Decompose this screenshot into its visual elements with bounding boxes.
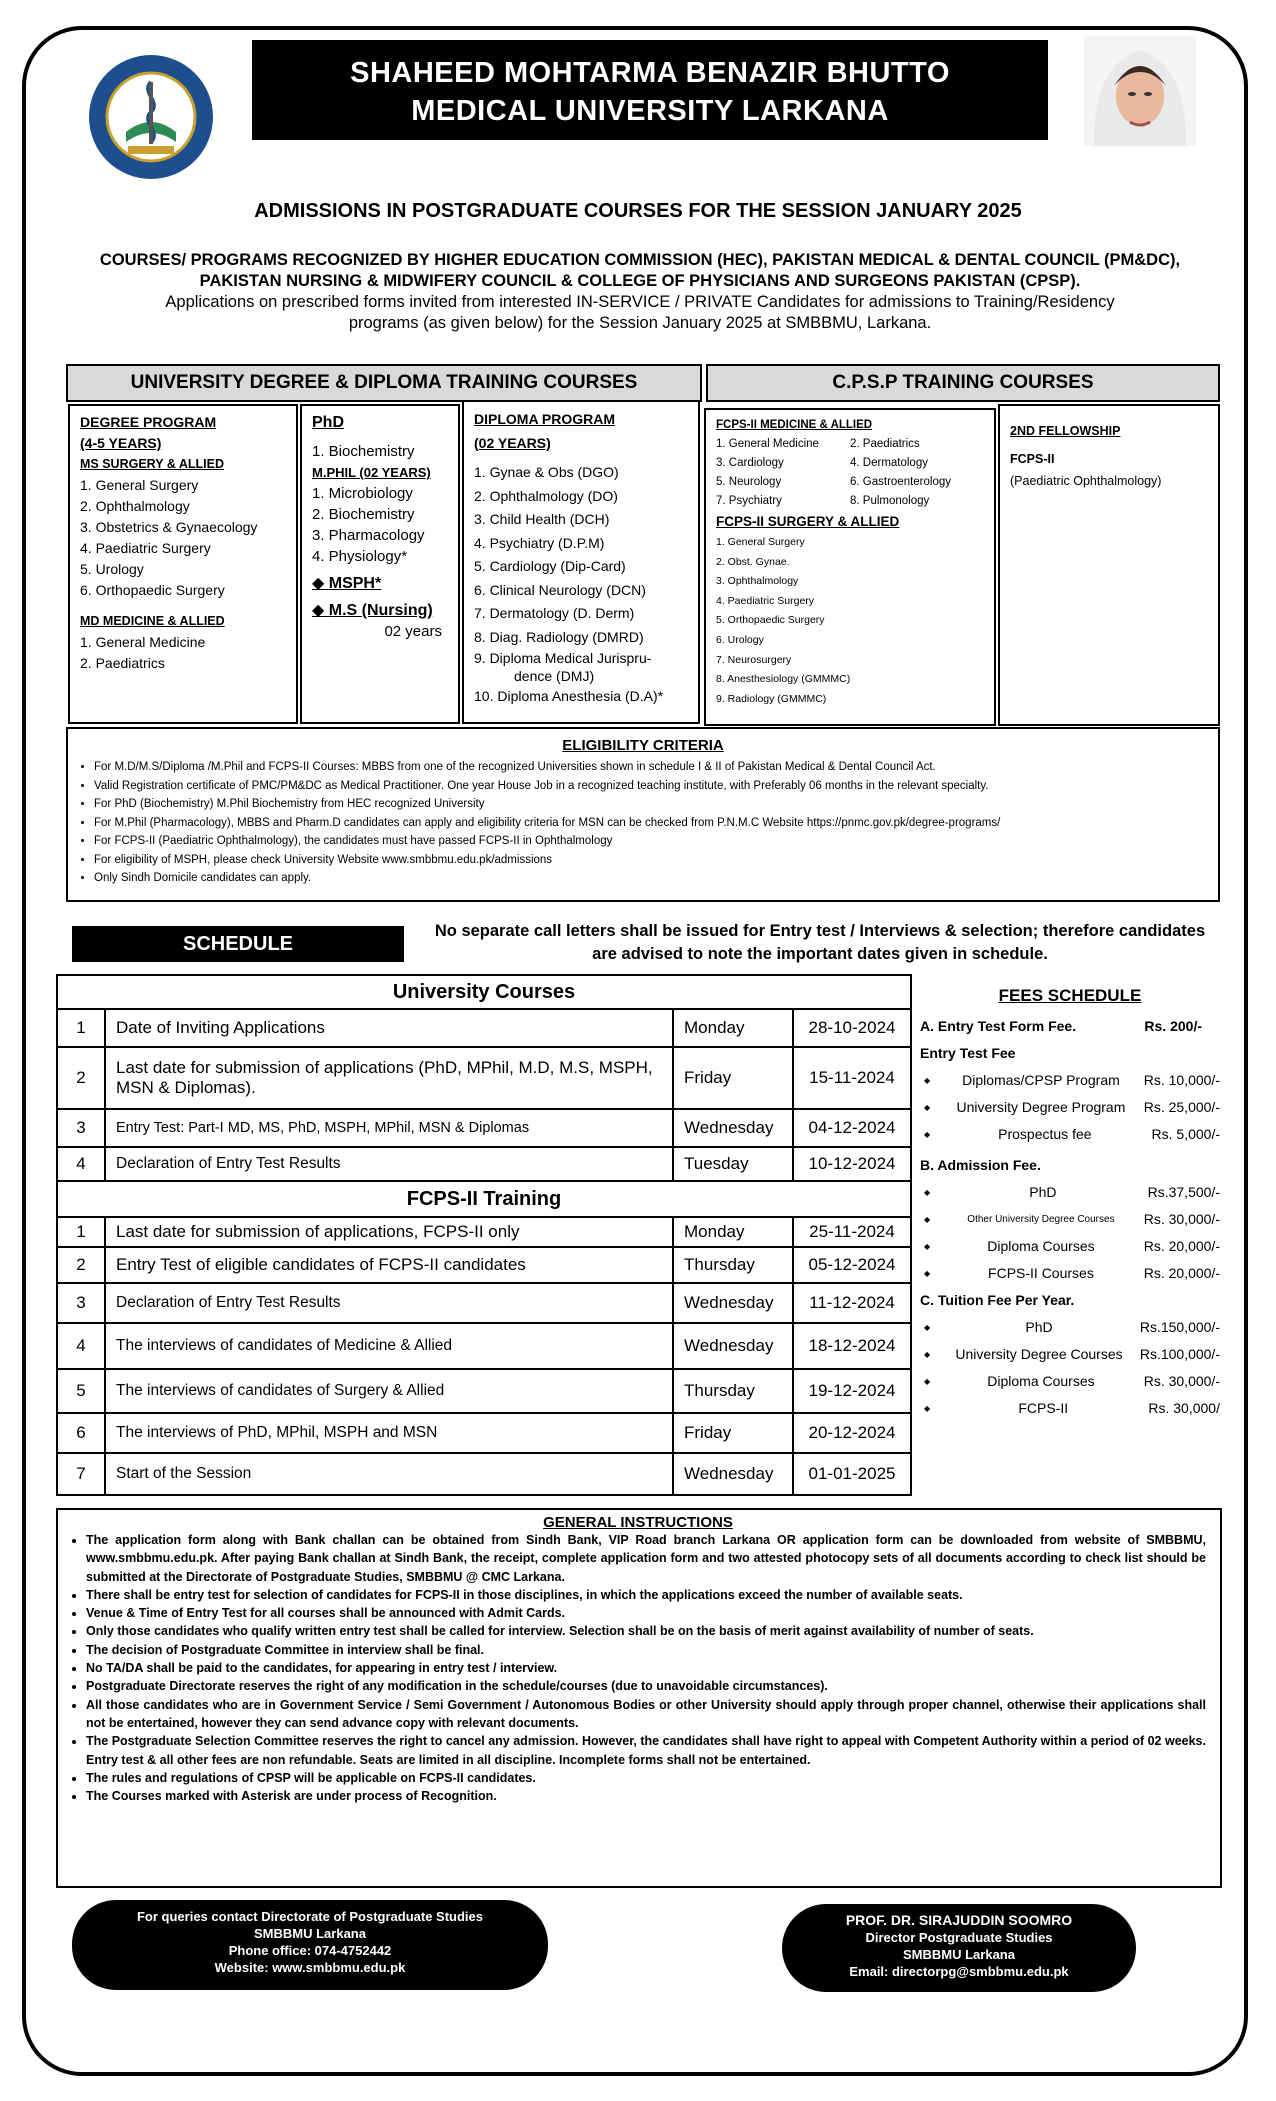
phd-box: PhD 1. Biochemistry M.PHIL (02 YEARS) 1. Microbiology 2. Biochemistry 3. Pharmacology 4. Physiology* ◆ MSPH* ◆ M.S (Nursing) 02 years xyxy=(300,404,460,724)
row-date: 11-12-2024 xyxy=(793,1283,911,1323)
row-day: Wednesday xyxy=(673,1323,793,1369)
list-item: • For M.Phil (Pharmacology), MBBS and Pharm.D candidates can apply and eligibility criteria for MSN can be checked from P.N.M.C Website https://pnmc.gov.pk/degree-programs/ xyxy=(94,814,1208,833)
list-item: 4. Paediatric Surgery xyxy=(716,594,815,607)
list-item: • For PhD (Biochemistry) M.Phil Biochemistry from HEC recognized University xyxy=(94,795,1208,814)
list-item: 6. Orthopaedic Surgery xyxy=(80,582,225,598)
list-item: 3. Child Health (DCH) xyxy=(474,511,610,527)
list-item: • The application form along with Bank challan can be obtained from Sindh Bank, VIP Road branch Larkana OR application form can be downloaded from website of SMBBMU, www.smbbmu.edu.pk. After paying Bank challan at Sindh Bank, the receipt, complete application form and two attested photocopy sets of all documents according to check list should be submitted at the Directorate of Postgraduate Studies, SMBBMU @ CMC Larkana. xyxy=(86,1531,1206,1586)
row-date: 25-11-2024 xyxy=(793,1217,911,1247)
list-item: 1. Microbiology xyxy=(312,485,413,502)
fee-value: Rs. 30,000/ xyxy=(1148,1400,1220,1416)
list-item: 5. Orthopaedic Surgery xyxy=(716,614,825,627)
list-item: 8. Anesthesiology (GMMMC) xyxy=(716,673,851,686)
intro xyxy=(90,250,1190,334)
page-title: ADMISSIONS IN POSTGRADUATE COURSES FOR THE SESSION JANUARY 2025 xyxy=(254,200,1022,222)
list-item: 4. Paediatric Surgery xyxy=(80,540,211,556)
row-event: Declaration of Entry Test Results xyxy=(105,1283,673,1323)
row-date: 18-12-2024 xyxy=(793,1323,911,1369)
contact-line: SMBBMU Larkana xyxy=(254,1926,366,1941)
eligibility-box xyxy=(66,727,1220,902)
schedule-label: SCHEDULE xyxy=(72,926,404,962)
fee-value: Rs. 30,000/- xyxy=(1143,1211,1220,1227)
table-row xyxy=(57,1247,911,1283)
fee-value: Rs. 25,000/- xyxy=(1143,1099,1220,1115)
tuition-fee-head: C. Tuition Fee Per Year. xyxy=(920,1292,1075,1308)
row-number: 3 xyxy=(57,1109,105,1147)
table-row xyxy=(57,1453,911,1495)
list-item: dence (DMJ) xyxy=(514,668,595,684)
list-item: 5. Cardiology (Dip-Card) xyxy=(474,558,626,574)
row-event: Last date for submission of applications (PhD, MPhil, M.D, M.S, MSPH, MSN & Diplomas). xyxy=(105,1047,673,1109)
md-head: MD MEDICINE & ALLIED xyxy=(80,614,225,628)
notice-line-1: No separate call letters shall be issued for Entry test / Interviews & selection; therefore candidates xyxy=(434,922,1206,940)
list-item: • The decision of Postgraduate Committee in interview shall be final. xyxy=(86,1641,1206,1659)
list-item: 8. Diag. Radiology (DMRD) xyxy=(474,628,644,645)
cpsp-section-head: C.P.S.P TRAINING COURSES xyxy=(706,364,1220,402)
director-line: Email: directorpg@smbbmu.edu.pk xyxy=(849,1964,1069,1979)
row-number: 5 xyxy=(57,1369,105,1413)
list-item: 3. Pharmacology xyxy=(312,527,425,544)
row-date: 20-12-2024 xyxy=(793,1413,911,1453)
list-item: 4. Psychiatry (D.P.M) xyxy=(474,534,605,551)
fees-schedule xyxy=(920,982,1220,1422)
degree-head: DEGREE PROGRAM xyxy=(80,414,217,430)
fee-label: ◆ PhD xyxy=(1025,1319,1053,1335)
fcps-caption: FCPS-II Training xyxy=(57,1181,911,1217)
table-row xyxy=(57,1217,911,1247)
list-item: 7. Psychiatry xyxy=(716,495,782,507)
mphil-head: M.PHIL (02 YEARS) xyxy=(312,465,431,480)
phd-head: PhD xyxy=(312,414,344,431)
diploma-box xyxy=(462,400,700,724)
director-pill xyxy=(782,1904,1136,1992)
fee-label: ◆ FCPS-II xyxy=(1018,1400,1069,1416)
fee-label: ◆ University Degree Courses xyxy=(955,1346,1123,1362)
fellowship-sub: (Paediatric Ophthalmology) xyxy=(1010,474,1162,488)
notice-line-2: are advised to note the important dates given in schedule. xyxy=(592,945,1048,963)
ms-list xyxy=(80,475,286,601)
row-day: Wednesday xyxy=(673,1283,793,1323)
contact-line: For queries contact Directorate of Postgraduate Studies xyxy=(136,1909,484,1924)
row-event: Entry Test of eligible candidates of FCPS-II candidates xyxy=(105,1247,673,1283)
row-event: Date of Inviting Applications xyxy=(105,1009,673,1047)
row-day: Monday xyxy=(673,1217,793,1247)
row-date: 10-12-2024 xyxy=(793,1147,911,1181)
list-item: 3. Ophthalmology xyxy=(716,575,799,588)
row-day: Friday xyxy=(673,1413,793,1453)
list-item: 6. Gastroenterology xyxy=(850,476,952,488)
list-item: 2. Obst. Gynae. xyxy=(716,555,790,568)
fellowship-box xyxy=(998,404,1220,726)
university-section-head: UNIVERSITY DEGREE & DIPLOMA TRAINING COURSES xyxy=(66,364,702,402)
table-row xyxy=(57,1147,911,1181)
row-number: 4 xyxy=(57,1323,105,1369)
list-item: 2. Paediatrics xyxy=(850,438,920,450)
intro-line-3: Applications on prescribed forms invited from interested IN-SERVICE / PRIVATE Candidates for admissions to Training/Residency xyxy=(165,293,1115,311)
row-date: 01-01-2025 xyxy=(793,1453,911,1495)
row-number: 2 xyxy=(57,1247,105,1283)
list-item: 1. Gynae & Obs (DGO) xyxy=(474,464,619,480)
table-row xyxy=(57,1109,911,1147)
fee-label: ◆ University Degree Program xyxy=(956,1099,1126,1115)
list-item: 6. Clinical Neurology (DCN) xyxy=(474,581,646,598)
row-event: Last date for submission of applications, FCPS-II only xyxy=(105,1217,673,1247)
row-date: 19-12-2024 xyxy=(793,1369,911,1413)
fee-label: ◆ Prospectus fee xyxy=(998,1126,1092,1142)
ms-head: MS SURGERY & ALLIED xyxy=(80,457,224,471)
director-line: Director Postgraduate Studies xyxy=(865,1930,1053,1945)
row-event: The interviews of candidates of Medicine & Allied xyxy=(105,1323,673,1369)
list-item: 3. Cardiology xyxy=(716,457,784,469)
table-row xyxy=(57,1413,911,1453)
diploma-head: DIPLOMA PROGRAM xyxy=(474,411,616,427)
list-item: • Valid Registration certificate of PMC/PM&DC as Medical Practitioner. One year House Job in a recognized teaching institute, with Preferably 06 months in the relevant specialty. xyxy=(94,777,1208,796)
row-day: Thursday xyxy=(673,1247,793,1283)
fee-value: Rs.100,000/- xyxy=(1139,1346,1220,1362)
fcps-med-head: FCPS-II MEDICINE & ALLIED xyxy=(716,419,873,431)
portrait-photo xyxy=(1084,36,1196,146)
row-event: The interviews of PhD, MPhil, MSPH and MSN xyxy=(105,1413,673,1453)
list-item: • Only those candidates who qualify written entry test shall be called for interview. Selection shall be on the basis of merit against availability of number of seats. xyxy=(86,1622,1206,1640)
row-number: 7 xyxy=(57,1453,105,1495)
intro-line-4: programs (as given below) for the Session January 2025 at SMBBMU, Larkana. xyxy=(348,314,932,332)
fee-value: Rs. 5,000/- xyxy=(1151,1126,1220,1142)
table-row xyxy=(57,1009,911,1047)
degree-duration: (4-5 YEARS) xyxy=(80,435,162,451)
row-date: 15-11-2024 xyxy=(793,1047,911,1109)
row-event: Entry Test: Part-I MD, MS, PhD, MSPH, MPhil, MSN & Diplomas xyxy=(105,1109,673,1147)
list-item: 1. General Surgery xyxy=(716,536,805,548)
row-number: 1 xyxy=(57,1009,105,1047)
list-item: 4. Physiology* xyxy=(312,548,408,565)
fee-value: Rs. 30,000/- xyxy=(1143,1373,1220,1389)
row-date: 28-10-2024 xyxy=(793,1009,911,1047)
list-item: 8. Pulmonology xyxy=(850,495,930,507)
list-item: • All those candidates who are in Government Service / Semi Government / Autonomous Bodies or other University should apply through proper channel, otherwise their applications shall not be entertained, however they can send advance copy with relevant documents. xyxy=(86,1696,1206,1733)
table-row xyxy=(57,1323,911,1369)
fee-value: Rs. 20,000/- xyxy=(1143,1265,1220,1281)
row-event: Declaration of Entry Test Results xyxy=(105,1147,673,1181)
admission-fee-head: B. Admission Fee. xyxy=(920,1157,1041,1173)
director-line: SMBBMU Larkana xyxy=(903,1947,1015,1962)
row-number: 1 xyxy=(57,1217,105,1247)
list-item: 1. General Medicine xyxy=(716,438,819,450)
row-date: 04-12-2024 xyxy=(793,1109,911,1147)
msn-duration: 02 years xyxy=(384,623,442,640)
list-item: 9. Diploma Medical Jurispru- xyxy=(474,650,652,666)
msph-label: MSPH* xyxy=(328,575,382,592)
contact-line: Website: www.smbbmu.edu.pk xyxy=(214,1960,406,1975)
list-item: 9. Radiology (GMMMC) xyxy=(716,692,827,705)
table-row xyxy=(57,1369,911,1413)
fellowship-head: 2ND FELLOWSHIP xyxy=(1010,424,1121,438)
list-item: 2. Biochemistry xyxy=(312,506,415,523)
list-item: 4. Dermatology xyxy=(850,457,928,469)
row-day: Wednesday xyxy=(673,1453,793,1495)
row-number: 4 xyxy=(57,1147,105,1181)
entry-test-fee-head: Entry Test Fee xyxy=(920,1045,1016,1061)
list-item: 5. Neurology xyxy=(716,476,782,488)
general-instructions xyxy=(56,1508,1222,1888)
list-item: 10. Diploma Anesthesia (D.A)* xyxy=(474,688,664,704)
list-item: • Only Sindh Domicile candidates can apply. xyxy=(94,869,1208,888)
header-line-1: SHAHEED MOHTARMA BENAZIR BHUTTO xyxy=(350,57,950,89)
row-number: 2 xyxy=(57,1047,105,1109)
fcps-box xyxy=(704,408,996,726)
fee-label: ◆ Diploma Courses xyxy=(987,1373,1095,1389)
table-row xyxy=(57,1047,911,1109)
fee-value: Rs. 20,000/- xyxy=(1143,1238,1220,1254)
list-item: 7. Neurosurgery xyxy=(716,653,792,666)
list-item: • The rules and regulations of CPSP will be applicable on FCPS-II candidates. xyxy=(86,1769,1206,1787)
list-item: 1. General Surgery xyxy=(80,477,199,493)
fees-head: FEES SCHEDULE xyxy=(998,986,1142,1005)
row-date: 05-12-2024 xyxy=(793,1247,911,1283)
list-item: 5. Urology xyxy=(80,561,144,577)
general-head: GENERAL INSTRUCTIONS xyxy=(543,1514,733,1531)
schedule-table xyxy=(56,974,912,1496)
row-event: The interviews of candidates of Surgery & Allied xyxy=(105,1369,673,1413)
row-day: Tuesday xyxy=(673,1147,793,1181)
row-number: 6 xyxy=(57,1413,105,1453)
row-event: Start of the Session xyxy=(105,1453,673,1495)
list-item: 6. Urology xyxy=(716,633,764,646)
fellowship-name: FCPS-II xyxy=(1010,452,1055,466)
list-item: 1. General Medicine xyxy=(80,634,206,650)
row-day: Friday xyxy=(673,1047,793,1109)
fee-value: Rs.150,000/- xyxy=(1139,1319,1220,1335)
list-item: • There shall be entry test for selection of candidates for FCPS-II in those disciplines, in which the applications exceed the number of available seats. xyxy=(86,1586,1206,1604)
row-day: Monday xyxy=(673,1009,793,1047)
notice xyxy=(420,920,1220,966)
list-item: 2. Paediatrics xyxy=(80,655,165,671)
fee-value: Rs. 10,000/- xyxy=(1143,1072,1220,1088)
list-item: • Venue & Time of Entry Test for all courses shall be announced with Admit Cards. xyxy=(86,1604,1206,1622)
contact-pill xyxy=(72,1900,548,1990)
fee-label: ◆ FCPS-II Courses xyxy=(988,1265,1094,1281)
list-item: • The Postgraduate Selection Committee reserves the right to cancel any admission. However, the candidates shall have right to appeal with Competent Authority within a period of 02 weeks. Entry test & all other fees are non refundable. Seats are limited in all discipline. Incomplete forms shall not be entertained. xyxy=(86,1732,1206,1769)
fee-label: ◆ Diplomas/CPSP Program xyxy=(962,1072,1120,1088)
row-day: Thursday xyxy=(673,1369,793,1413)
degree-program-box xyxy=(68,404,298,724)
header-line-2: MEDICAL UNIVERSITY LARKANA xyxy=(411,95,889,127)
uni-caption: University Courses xyxy=(57,975,911,1009)
list-item: • The Courses marked with Asterisk are under process of Recognition. xyxy=(86,1787,1206,1805)
fcps-surg-head: FCPS-II SURGERY & ALLIED xyxy=(716,514,900,529)
director-name: PROF. DR. SIRAJUDDIN SOOMRO xyxy=(845,1912,1073,1928)
msn-label: M.S (Nursing) xyxy=(328,602,433,619)
list-item: 3. Obstetrics & Gynaecology xyxy=(80,519,258,535)
list-item: • No TA/DA shall be paid to the candidates, for appearing in entry test / interview. xyxy=(86,1659,1206,1677)
list-item: • Postgraduate Directorate reserves the right of any modification in the schedule/courses (due to unavoidable circumstances). xyxy=(86,1677,1206,1695)
contact-line: Phone office: 074-4752442 xyxy=(228,1943,392,1958)
fee-label: ◆ Diploma Courses xyxy=(987,1238,1095,1254)
intro-line-1: COURSES/ PROGRAMS RECOGNIZED BY HIGHER EDUCATION COMMISSION (HEC), PAKISTAN MEDICAL & DENTAL COUNCIL (PM&DC), xyxy=(99,251,1181,269)
eligibility-head: ELIGIBILITY CRITERIA xyxy=(562,737,724,754)
fee-label: ◆ Other University Degree Courses xyxy=(967,1214,1115,1225)
fee-label: A. Entry Test Form Fee. xyxy=(920,1018,1077,1034)
fee-value: Rs.37,500/- xyxy=(1147,1184,1220,1200)
list-item: • For M.D/M.S/Diploma /M.Phil and FCPS-II Courses: MBBS from one of the recognized Universities shown in schedule I & II of Pakistan Medical & Dental Council Act. xyxy=(94,758,1208,777)
list-item: • For eligibility of MSPH, please check University Website www.smbbmu.edu.pk/admissions xyxy=(94,851,1208,870)
university-logo xyxy=(86,52,216,182)
row-day: Wednesday xyxy=(673,1109,793,1147)
list-item: 7. Dermatology (D. Derm) xyxy=(474,605,635,621)
fee-value: Rs. 200/- xyxy=(1144,1018,1202,1034)
table-row xyxy=(57,1283,911,1323)
list-item: 2. Ophthalmology (DO) xyxy=(474,487,618,504)
intro-line-2: PAKISTAN NURSING & MIDWIFERY COUNCIL & COLLEGE OF PHYSICIANS AND SURGEONS PAKISTAN (CPSP). xyxy=(199,272,1081,290)
fee-label: ◆ PhD xyxy=(1029,1184,1057,1200)
diploma-duration: (02 YEARS) xyxy=(474,434,551,451)
list-item: • For FCPS-II (Paediatric Ophthalmology), the candidates must have passed FCPS-II in Ophthalmology xyxy=(94,832,1208,851)
list-item: 2. Ophthalmology xyxy=(80,498,190,514)
row-number: 3 xyxy=(57,1283,105,1323)
list-item: 1. Biochemistry xyxy=(312,443,415,460)
header-band xyxy=(252,40,1048,140)
